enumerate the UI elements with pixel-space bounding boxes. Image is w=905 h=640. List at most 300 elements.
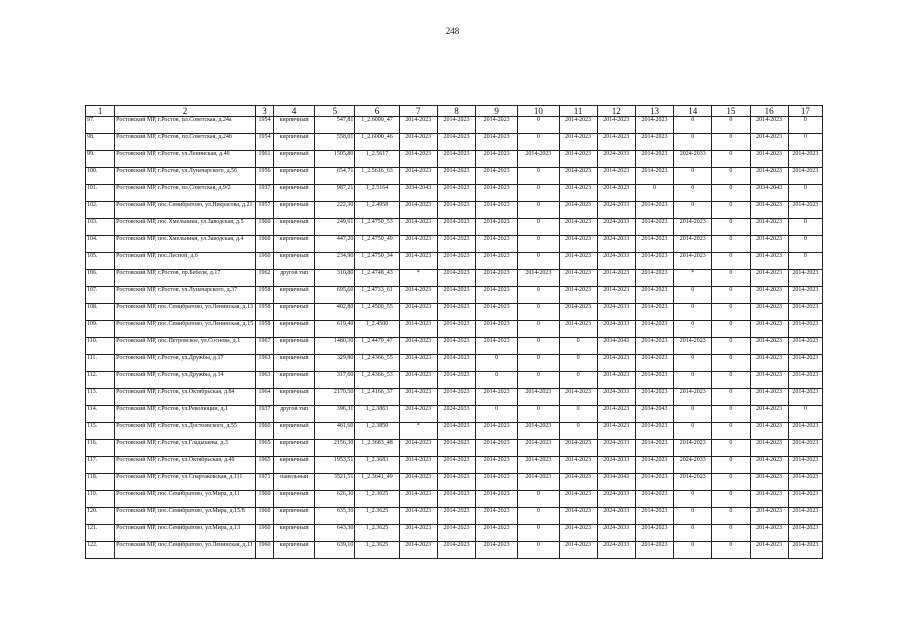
table-cell-col-17: 2014-2023 [788, 457, 822, 474]
table-cell-col-3: 1967 [255, 338, 273, 355]
table-cell-col-1: 109. [86, 321, 115, 338]
column-header-8: 8 [437, 106, 475, 117]
table-cell-col-14: 2014-2023 [674, 474, 712, 491]
table-cell-col-15: 0 [712, 474, 750, 491]
table-row [86, 525, 823, 542]
table-cell-col-5: 234,90 [315, 253, 355, 270]
table-cell-col-2: Ростовский МР, пос.Петровское, ул.Соснова, д.1 [115, 338, 256, 355]
table-cell-col-13: 2014-2023 [635, 338, 673, 355]
table-cell-col-12: 2024-2033 [597, 151, 635, 168]
table-cell-col-3: 1957 [255, 202, 273, 219]
table-cell-col-14: 0 [674, 134, 712, 151]
table-cell-col-5: 619,40 [315, 321, 355, 338]
table-cell-col-11: 2014-2023 [559, 117, 597, 134]
table-cell-col-16: 2014-2023 [750, 321, 788, 338]
table-cell-col-15: 0 [712, 134, 750, 151]
table-cell-col-12: 2014-2023 [597, 355, 635, 372]
table-row [86, 117, 823, 134]
table-cell-col-5: 1953,51 [315, 457, 355, 474]
table-cell-col-13: 2014-2023 [635, 236, 673, 253]
table-cell-col-9: 0 [476, 406, 518, 423]
table-cell-col-6: 1_2.3625 [355, 491, 399, 508]
table-cell-col-11: 2014-2023 [559, 491, 597, 508]
table-cell-col-13: 2014-2023 [635, 423, 673, 440]
table-cell-col-17: 2014-2023 [788, 270, 822, 287]
table-cell-col-1: 103. [86, 219, 115, 236]
table-cell-col-1: 122. [86, 542, 115, 559]
table-body [86, 117, 823, 559]
table-cell-col-17: 2014-2023 [788, 168, 822, 185]
table-cell-col-16: 2034-2043 [750, 185, 788, 202]
table-cell-col-14: 0 [674, 304, 712, 321]
table-cell-col-6: 1_2.6000_46 [355, 134, 399, 151]
table-cell-col-8: 2014-2023 [437, 202, 475, 219]
column-header-14: 14 [674, 106, 712, 117]
table-cell-col-8: 2014-2023 [437, 287, 475, 304]
table-cell-col-3: 1960 [255, 525, 273, 542]
table-cell-col-6: 1_2.5164 [355, 185, 399, 202]
table-cell-col-6: 1_2.4748_43 [355, 270, 399, 287]
table-cell-col-11: 0 [559, 338, 597, 355]
table-row [86, 185, 823, 202]
table-cell-col-16: 2014-2023 [750, 355, 788, 372]
table-cell-col-6: 1_2.5617 [355, 151, 399, 168]
table-row [86, 389, 823, 406]
table-cell-col-1: 101. [86, 185, 115, 202]
table-cell-col-11: 2014-2023 [559, 440, 597, 457]
table-cell-col-1: 112. [86, 372, 115, 389]
table-cell-col-5: 2156,30 [315, 440, 355, 457]
table-cell-col-1: 97. [86, 117, 115, 134]
table-cell-col-11: 0 [559, 355, 597, 372]
table-row [86, 457, 823, 474]
table-cell-col-2: Ростовский МР, г.Ростов, ул.Октябрьская, д.84 [115, 389, 256, 406]
table-cell-col-8: 2014-2023 [437, 236, 475, 253]
table-row [86, 151, 823, 168]
table-row [86, 355, 823, 372]
table-cell-col-3: 1960 [255, 236, 273, 253]
table-cell-col-5: 310,80 [315, 270, 355, 287]
table-cell-col-10: 2014-2023 [518, 457, 559, 474]
table-cell-col-7: 2014-2023 [399, 304, 437, 321]
table-cell-col-12: 2034-2043 [597, 474, 635, 491]
table-cell-col-5: 1480,30 [315, 338, 355, 355]
table-cell-col-9: 2014-2023 [476, 440, 518, 457]
table-cell-col-11: 2014-2023 [559, 321, 597, 338]
table-cell-col-14: * [674, 270, 712, 287]
table-cell-col-2: Ростовский МР, пос.Хмельники, ул.Заводская, д.5 [115, 219, 256, 236]
table-cell-col-12: 2024-2033 [597, 389, 635, 406]
table-cell-col-2: Ростовский МР, г.Ростов, пл.Советская, д.24а [115, 117, 256, 134]
table-cell-col-15: 0 [712, 219, 750, 236]
table-cell-col-8: 2014-2023 [437, 117, 475, 134]
table-cell-col-7: 2014-2023 [399, 440, 437, 457]
table-cell-col-11: 2014-2023 [559, 270, 597, 287]
table-cell-col-10: 0 [518, 491, 559, 508]
table-cell-col-15: 0 [712, 287, 750, 304]
table-cell-col-17: 2014-2023 [788, 508, 822, 525]
table-cell-col-2: Ростовский МР, г.Ростов, ул.Ленинская, д.46 [115, 151, 256, 168]
table-cell-col-17: 2014-2023 [788, 321, 822, 338]
table-cell-col-14: 0 [674, 508, 712, 525]
table-cell-col-9: 2014-2023 [476, 525, 518, 542]
table-cell-col-10: 0 [518, 202, 559, 219]
table-cell-col-3: 1963 [255, 372, 273, 389]
table-cell-col-4: кирпичный [274, 491, 315, 508]
table-cell-col-11: 2014-2023 [559, 304, 597, 321]
table-cell-col-7: 2014-2023 [399, 168, 437, 185]
table-cell-col-17: 0 [788, 253, 822, 270]
table-cell-col-7: 2014-2023 [399, 134, 437, 151]
table-cell-col-15: 0 [712, 304, 750, 321]
table-cell-col-16: 2014-2023 [750, 457, 788, 474]
table-cell-col-5: 547,81 [315, 117, 355, 134]
table-cell-col-13: 0 [635, 185, 673, 202]
table-cell-col-2: Ростовский МР, г.Ростов, пл.Советская, д.9/2 [115, 185, 256, 202]
page-number: 248 [445, 26, 460, 36]
table-cell-col-15: 0 [712, 236, 750, 253]
table-cell-col-6: 1_2.3625 [355, 525, 399, 542]
table-cell-col-10: 0 [518, 355, 559, 372]
table-cell-col-4: кирпичный [274, 202, 315, 219]
table-cell-col-13: 2014-2023 [635, 168, 673, 185]
table-cell-col-7: * [399, 270, 437, 287]
table-cell-col-13: 2014-2023 [635, 151, 673, 168]
table-cell-col-4: кирпичный [274, 304, 315, 321]
table-cell-col-7: 2014-2023 [399, 253, 437, 270]
table-cell-col-17: 2014-2023 [788, 338, 822, 355]
table-cell-col-16: 2014-2023 [750, 491, 788, 508]
table-cell-col-6: 1_2.3641_49 [355, 474, 399, 491]
table-cell-col-16: 2014-2023 [750, 253, 788, 270]
table-cell-col-2: Ростовский МР, г.Ростов, пл.Советская, д.24б [115, 134, 256, 151]
table-row [86, 134, 823, 151]
table-cell-col-2: Ростовский МР, г.Ростов, ул.Октябрьская, д.49 [115, 457, 256, 474]
table-cell-col-15: 0 [712, 372, 750, 389]
table-cell-col-7: 2014-2023 [399, 457, 437, 474]
table-cell-col-10: 0 [518, 508, 559, 525]
table-cell-col-2: Ростовский МР, г.Ростов, ул.Революции, д.1 [115, 406, 256, 423]
table-cell-col-3: 1937 [255, 185, 273, 202]
table-cell-col-16: 2014-2023 [750, 219, 788, 236]
table-row [86, 219, 823, 236]
table-cell-col-4: кирпичный [274, 151, 315, 168]
column-header-6: 6 [355, 106, 399, 117]
table-cell-col-16: 2014-2023 [750, 372, 788, 389]
table-cell-col-2: Ростовский МР, пос.Семибратово, ул.Мира, д.11 [115, 491, 256, 508]
table-cell-col-15: 0 [712, 117, 750, 134]
table-cell-col-1: 120. [86, 508, 115, 525]
table-cell-col-7: 2014-2023 [399, 355, 437, 372]
table-row [86, 508, 823, 525]
table-cell-col-12: 2014-2023 [597, 287, 635, 304]
table-cell-col-12: 2024-2033 [597, 202, 635, 219]
table-cell-col-14: 2014-2023 [674, 338, 712, 355]
table-cell-col-8: 2014-2023 [437, 338, 475, 355]
table-cell-col-4: кирпичный [274, 185, 315, 202]
table-cell-col-9: 2014-2023 [476, 389, 518, 406]
table-cell-col-12: 2014-2023 [597, 168, 635, 185]
table-cell-col-4: кирпичный [274, 457, 315, 474]
table-cell-col-14: 2014-2023 [674, 389, 712, 406]
table-cell-col-6: 1_2.4750_53 [355, 219, 399, 236]
table-cell-col-1: 114. [86, 406, 115, 423]
table-cell-col-2: Ростовский МР, г.Ростов, ул.Спартаковская, д.111 [115, 474, 256, 491]
column-header-13: 13 [635, 106, 673, 117]
table-cell-col-3: 1958 [255, 304, 273, 321]
table-row [86, 406, 823, 423]
table-cell-col-9: 2014-2023 [476, 253, 518, 270]
table-cell-col-9: 2014-2023 [476, 457, 518, 474]
table-cell-col-6: 1_2.4500_55 [355, 304, 399, 321]
table-cell-col-7: 2014-2023 [399, 151, 437, 168]
table-cell-col-16: 2014-2023 [750, 525, 788, 542]
table-cell-col-6: 1_2.4366_53 [355, 372, 399, 389]
table-cell-col-17: 2014-2023 [788, 287, 822, 304]
table-cell-col-13: 2014-2023 [635, 372, 673, 389]
table-cell-col-6: 1_2.3863 [355, 406, 399, 423]
table-cell-col-3: 1960 [255, 542, 273, 559]
table-cell-col-4: кирпичный [274, 219, 315, 236]
table-cell-col-11: 2014-2023 [559, 219, 597, 236]
table-cell-col-10: 0 [518, 134, 559, 151]
table-cell-col-16: 2014-2023 [750, 508, 788, 525]
table-cell-col-1: 110. [86, 338, 115, 355]
table-cell-col-15: 0 [712, 542, 750, 559]
table-cell-col-4: кирпичный [274, 236, 315, 253]
table-cell-col-11: 0 [559, 372, 597, 389]
table-cell-col-12: 2034-2043 [597, 338, 635, 355]
table-cell-col-3: 1961 [255, 151, 273, 168]
table-cell-col-5: 329,80 [315, 355, 355, 372]
table-cell-col-9: 2014-2023 [476, 287, 518, 304]
table-row [86, 168, 823, 185]
table-cell-col-10: 2014-2023 [518, 423, 559, 440]
table-cell-col-11: 2014-2023 [559, 253, 597, 270]
table-cell-col-12: 2024-2033 [597, 236, 635, 253]
table-cell-col-10: 2014-2023 [518, 270, 559, 287]
table-cell-col-12: 2014-2023 [597, 270, 635, 287]
table-cell-col-17: 2014-2023 [788, 491, 822, 508]
table-cell-col-7: 2014-2023 [399, 202, 437, 219]
table-cell-col-1: 119. [86, 491, 115, 508]
table-cell-col-16: 2014-2023 [750, 168, 788, 185]
table-cell-col-10: 0 [518, 542, 559, 559]
table-cell-col-3: 1971 [255, 474, 273, 491]
table-cell-col-13: 2014-2023 [635, 440, 673, 457]
table-cell-col-1: 116. [86, 440, 115, 457]
table-cell-col-15: 0 [712, 338, 750, 355]
table-cell-col-3: 1958 [255, 287, 273, 304]
table-cell-col-16: 2014-2023 [750, 542, 788, 559]
table-cell-col-17: 0 [788, 117, 822, 134]
table-cell-col-1: 115. [86, 423, 115, 440]
table-cell-col-5: 1505,80 [315, 151, 355, 168]
table-cell-col-7: 2014-2023 [399, 406, 437, 423]
table-cell-col-12: 2024-2033 [597, 440, 635, 457]
table-cell-col-17: 2014-2023 [788, 151, 822, 168]
table-cell-col-9: 2014-2023 [476, 134, 518, 151]
table-cell-col-8: 2014-2023 [437, 525, 475, 542]
table-cell-col-3: 1937 [255, 406, 273, 423]
table-cell-col-15: 0 [712, 168, 750, 185]
table-cell-col-1: 105. [86, 253, 115, 270]
table-cell-col-10: 2014-2023 [518, 389, 559, 406]
table-cell-col-15: 0 [712, 355, 750, 372]
table-row [86, 440, 823, 457]
table-cell-col-1: 104. [86, 236, 115, 253]
table-cell-col-9: 2014-2023 [476, 219, 518, 236]
table-cell-col-1: 99. [86, 151, 115, 168]
table-cell-col-16: 2014-2023 [750, 202, 788, 219]
table-cell-col-12: 2024-2033 [597, 304, 635, 321]
table-cell-col-6: 1_2.4750_34 [355, 253, 399, 270]
table-cell-col-10: 2014-2023 [518, 151, 559, 168]
table-cell-col-9: 2014-2023 [476, 185, 518, 202]
table-cell-col-8: 2014-2023 [437, 355, 475, 372]
table-cell-col-13: 2014-2023 [635, 525, 673, 542]
column-header-11: 11 [559, 106, 597, 117]
table-cell-col-4: кирпичный [274, 525, 315, 542]
table-cell-col-6: 1_2.4733_61 [355, 287, 399, 304]
table-cell-col-16: 2014-2023 [750, 440, 788, 457]
table-cell-col-8: 2014-2023 [437, 372, 475, 389]
table-cell-col-1: 121. [86, 525, 115, 542]
table-cell-col-8: 2014-2023 [437, 253, 475, 270]
table-cell-col-10: 0 [518, 372, 559, 389]
table-cell-col-9: 2014-2023 [476, 117, 518, 134]
table-cell-col-4: кирпичный [274, 372, 315, 389]
table-cell-col-11: 2014-2023 [559, 202, 597, 219]
table-cell-col-4: кирпичный [274, 321, 315, 338]
table-cell-col-16: 2014-2023 [750, 270, 788, 287]
table-cell-col-13: 2014-2023 [635, 457, 673, 474]
table-cell-col-7: 2014-2023 [399, 389, 437, 406]
table-cell-col-12: 2024-2033 [597, 508, 635, 525]
header-row [86, 106, 823, 117]
table-cell-col-3: 1954 [255, 117, 273, 134]
table-cell-col-10: 2014-2023 [518, 440, 559, 457]
table-row [86, 321, 823, 338]
table-cell-col-13: 2014-2023 [635, 270, 673, 287]
table-cell-col-7: 2014-2023 [399, 117, 437, 134]
table-cell-col-17: 0 [788, 406, 822, 423]
table-cell-col-11: 2014-2023 [559, 525, 597, 542]
table-cell-col-13: 2014-2023 [635, 134, 673, 151]
table-cell-col-9: 2014-2023 [476, 474, 518, 491]
table-cell-col-14: 0 [674, 287, 712, 304]
table-cell-col-15: 0 [712, 406, 750, 423]
table-cell-col-10: 0 [518, 117, 559, 134]
table-cell-col-9: 2014-2023 [476, 270, 518, 287]
table-cell-col-5: 558,01 [315, 134, 355, 151]
table-cell-col-7: 2014-2023 [399, 491, 437, 508]
table-cell-col-5: 635,30 [315, 508, 355, 525]
table-cell-col-2: Ростовский МР, пос.Семибратово, ул.Ленинская, д.11 [115, 542, 256, 559]
table-cell-col-12: 2014-2023 [597, 372, 635, 389]
table-cell-col-14: 0 [674, 491, 712, 508]
table-cell-col-4: кирпичный [274, 287, 315, 304]
table-cell-col-3: 1960 [255, 253, 273, 270]
table-cell-col-15: 0 [712, 253, 750, 270]
table-cell-col-3: 1960 [255, 508, 273, 525]
table-cell-col-9: 2014-2023 [476, 338, 518, 355]
table-cell-col-10: 0 [518, 185, 559, 202]
table-cell-col-1: 100. [86, 168, 115, 185]
table-cell-col-6: 1_2.5616_63 [355, 168, 399, 185]
table-cell-col-2: Ростовский МР, пос.Семибратово, ул.Некрасова, д.21 [115, 202, 256, 219]
table-cell-col-12: 2024-2033 [597, 253, 635, 270]
table-cell-col-7: 2014-2023 [399, 508, 437, 525]
table-cell-col-15: 0 [712, 321, 750, 338]
table-cell-col-10: 0 [518, 406, 559, 423]
table-cell-col-3: 1964 [255, 389, 273, 406]
table-cell-col-9: 2014-2023 [476, 491, 518, 508]
table-cell-col-10: 0 [518, 236, 559, 253]
table-cell-col-3: 1963 [255, 355, 273, 372]
column-header-9: 9 [476, 106, 518, 117]
table-cell-col-8: 2014-2023 [437, 270, 475, 287]
table-cell-col-10: 0 [518, 253, 559, 270]
table-cell-col-4: кирпичный [274, 389, 315, 406]
table-cell-col-4: кирпичный [274, 117, 315, 134]
table-cell-col-14: 0 [674, 202, 712, 219]
table-cell-col-12: 2024-2033 [597, 525, 635, 542]
table-row [86, 236, 823, 253]
table-cell-col-11: 2014-2023 [559, 185, 597, 202]
table-cell-col-10: 0 [518, 304, 559, 321]
table-cell-col-4: кирпичный [274, 508, 315, 525]
table-cell-col-11: 2014-2023 [559, 168, 597, 185]
table-cell-col-5: 249,61 [315, 219, 355, 236]
table-cell-col-10: 2014-2023 [518, 474, 559, 491]
table-cell-col-15: 0 [712, 423, 750, 440]
table-cell-col-5: 3521,51 [315, 474, 355, 491]
table-cell-col-15: 0 [712, 202, 750, 219]
table-cell-col-13: 2014-2023 [635, 491, 673, 508]
table-cell-col-11: 0 [559, 423, 597, 440]
table-cell-col-16: 2014-2023 [750, 406, 788, 423]
table-cell-col-14: 0 [674, 372, 712, 389]
table-cell-col-12: 2024-2033 [597, 219, 635, 236]
table-cell-col-14: 0 [674, 423, 712, 440]
table-row [86, 270, 823, 287]
table-cell-col-5: 695,60 [315, 287, 355, 304]
table-cell-col-12: 2024-2033 [597, 542, 635, 559]
table-cell-col-17: 2014-2023 [788, 355, 822, 372]
table-cell-col-5: 396,31 [315, 406, 355, 423]
table-cell-col-14: 0 [674, 542, 712, 559]
table-cell-col-9: 2014-2023 [476, 151, 518, 168]
table-cell-col-8: 2014-2023 [437, 491, 475, 508]
table-cell-col-17: 2014-2023 [788, 202, 822, 219]
table-cell-col-9: 2014-2023 [476, 304, 518, 321]
table-cell-col-5: 987,21 [315, 185, 355, 202]
table-cell-col-8: 2014-2023 [437, 389, 475, 406]
table-cell-col-2: Ростовский МР, г.Ростов, пр.Бебеля, д.17 [115, 270, 256, 287]
table-cell-col-13: 2014-2023 [635, 219, 673, 236]
table-cell-col-3: 1965 [255, 457, 273, 474]
table-cell-col-2: Ростовский МР, г.Ростов, ул.Гладышева, д.3 [115, 440, 256, 457]
table-cell-col-9: 2014-2023 [476, 321, 518, 338]
table-cell-col-13: 2014-2023 [635, 202, 673, 219]
table-cell-col-17: 2014-2023 [788, 525, 822, 542]
table-cell-col-13: 2014-2023 [635, 287, 673, 304]
table-cell-col-16: 2014-2023 [750, 236, 788, 253]
column-header-15: 15 [712, 106, 750, 117]
table-cell-col-2: Ростовский МР, пос.Семибратово, ул.Мира, д.13 [115, 525, 256, 542]
column-header-17: 17 [788, 106, 822, 117]
